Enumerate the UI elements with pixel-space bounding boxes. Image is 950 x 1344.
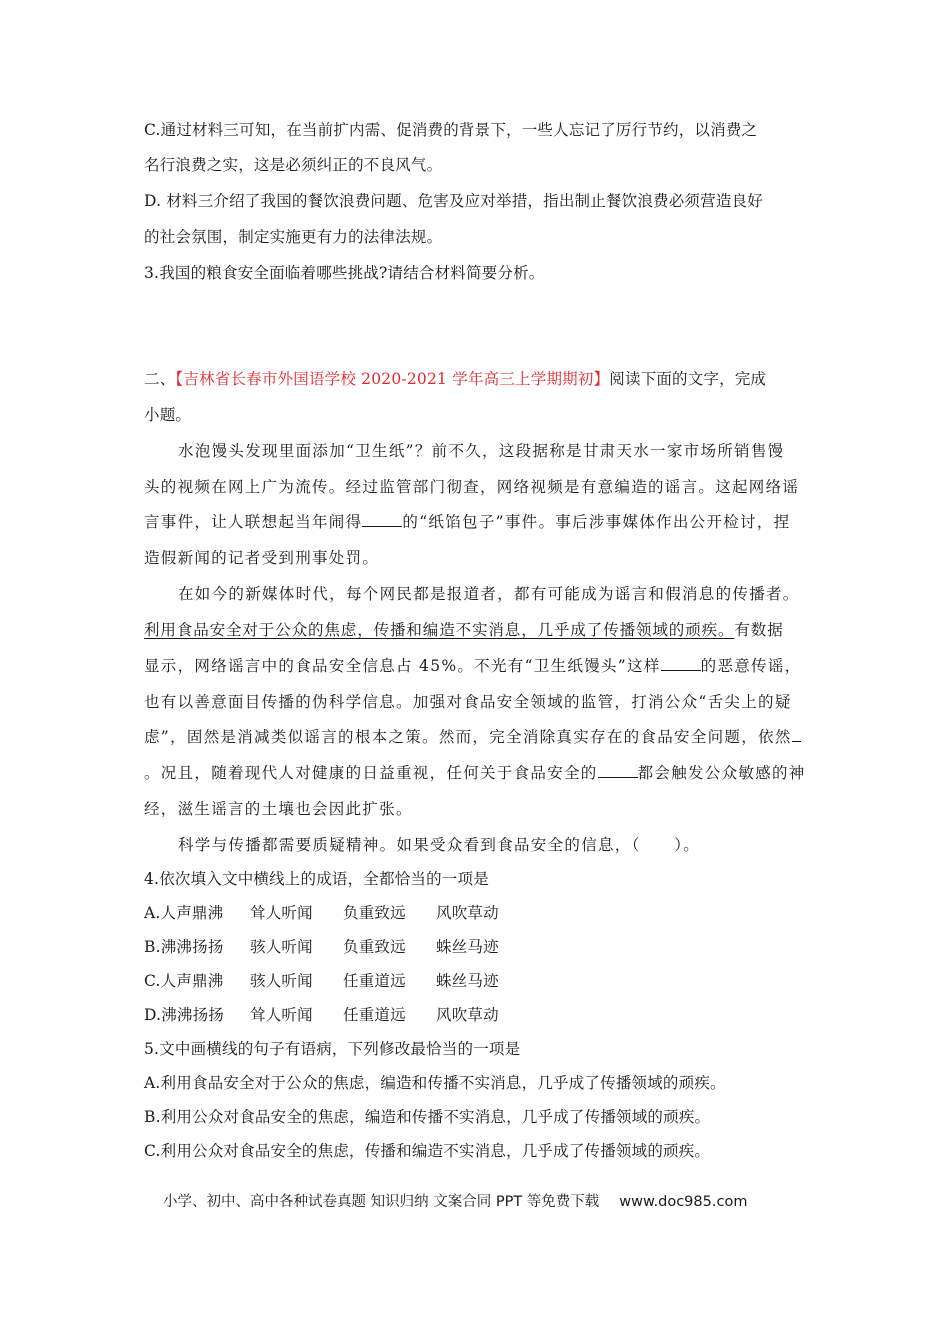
option-d-line2: 的社会氛围，制定实施更有力的法律法规。 [144, 228, 443, 246]
passage-p2-line3 [144, 656, 801, 676]
passage-p2-line5 [144, 727, 801, 747]
option-part: 蛛丝马迹 [436, 938, 499, 956]
option-part: 负重致远 [343, 904, 406, 922]
question-5-option-c: C.利用公众对食品安全的焦虑，传播和编造不实消息，几乎成了传播领域的顽疾。 [144, 1142, 711, 1160]
fill-blank-4 [598, 763, 638, 778]
option-c-line2: 名行浪费之实，这是必须纠正的不良风气。 [144, 156, 443, 174]
section2-instruction-line2: 小题。 [144, 406, 192, 424]
passage-text: 都会触发公众敏感的神 [637, 764, 806, 782]
option-part: 骇人听闻 [250, 972, 313, 990]
question-4-option-d [144, 1005, 499, 1025]
option-part: 风吹草动 [436, 1006, 499, 1024]
passage-text: 有数据 [734, 621, 784, 639]
question-4-option-c [144, 971, 499, 991]
question-5-option-a: A.利用食品安全对于公众的焦虑，编造和传播不实消息，几乎成了传播领域的顽疾。 [144, 1074, 726, 1092]
question-4-option-b [144, 937, 499, 957]
fill-blank-1 [362, 512, 402, 527]
option-part: 耸人听闻 [250, 1006, 313, 1024]
fill-blank-3 [792, 727, 801, 742]
passage-text: 的“纸馅包子”事件。事后涉事媒体作出公开检讨，捏 [402, 513, 791, 531]
passage-p2-line6 [144, 763, 806, 783]
passage-text: 言事件，让人联想起当年闹得 [144, 513, 363, 531]
passage-p3: 科学与传播都需要质疑精神。如果受众看到食品安全的信息，（ ）。 [178, 836, 701, 854]
option-part: C.人声鼎沸 [144, 972, 224, 990]
option-part: 风吹草动 [436, 904, 499, 922]
fill-blank-2 [661, 656, 701, 671]
question-5-stem: 5.文中画横线的句子有语病，下列修改最恰当的一项是 [144, 1040, 521, 1058]
passage-p1-line4: 造假新闻的记者受到刑事处罚。 [144, 549, 380, 567]
option-part: D.沸沸扬扬 [144, 1006, 225, 1024]
option-d-line1: D. 材料三介绍了我国的餐饮浪费问题、危害及应对举措，指出制止餐饮浪费必须营造良好 [144, 192, 763, 210]
section2-source: 【吉林省长春市外国语学校 2020-2021 学年高三上学期期初】 [175, 370, 610, 388]
option-part: A.人声鼎沸 [144, 904, 224, 922]
option-part: 耸人听闻 [250, 904, 313, 922]
option-part: 负重致远 [343, 938, 406, 956]
question-5-option-b: B.利用公众对食品安全的焦虑，编造和传播不实消息，几乎成了传播领域的顽疾。 [144, 1108, 711, 1126]
option-c-line1: C.通过材料三可知，在当前扩内需、促消费的背景下，一些人忘记了厉行节约，以消费之 [144, 121, 758, 139]
passage-text: 显示，网络谣言中的食品安全信息占 45%。不光有“卫生纸馒头”这样 [144, 657, 661, 675]
passage-p2-line7: 经，滋生谣言的土壤也会因此扩张。 [144, 800, 413, 818]
footer-site-link[interactable]: www.doc985.com [619, 1194, 748, 1210]
passage-p1-line1: 水泡馒头发现里面添加“卫生纸”？前不久，这段据称是甘肃天水一家市场所销售馒 [178, 442, 785, 460]
page-footer [163, 1192, 747, 1212]
passage-text: 。况且，随着现代人对健康的日益重视，任何关于食品安全的 [144, 764, 598, 782]
underlined-sentence: 利用食品安全对于公众的焦虑，传播和编造不实消息，几乎成了传播领域的顽疾。 [144, 621, 735, 639]
footer-text: 小学、初中、高中各种试卷真题 知识归纳 文案合同 PPT 等免费下载 [163, 1194, 600, 1210]
section2-heading [144, 369, 766, 389]
option-part: 蛛丝马迹 [436, 972, 499, 990]
question-4-option-a [144, 903, 499, 923]
question-4-stem: 4.依次填入文中横线上的成语，全都恰当的一项是 [144, 870, 489, 888]
option-part: 任重道远 [343, 1006, 406, 1024]
section2-instruction: 阅读下面的文字，完成 [609, 370, 767, 388]
passage-p2-line2 [144, 620, 784, 640]
passage-text: 虑”，固然是消减类似谣言的根本之策。然而，完全消除真实存在的食品安全问题，依然 [144, 728, 792, 746]
question-3: 3.我国的粮食安全面临着哪些挑战?请结合材料简要分析。 [144, 264, 545, 282]
passage-p2-line4: 也有以善意面目传播的伪科学信息。加强对食品安全领域的监管，打消公众“舌尖上的疑 [144, 693, 792, 711]
option-part: 任重道远 [343, 972, 406, 990]
passage-p1-line2: 头的视频在网上广为流传。经过监管部门彻查，网络视频是有意编造的谣言。这起网络谣 [144, 478, 800, 496]
option-part: 骇人听闻 [250, 938, 313, 956]
passage-p1-line3 [144, 512, 790, 532]
passage-text: 的恶意传谣， [700, 657, 802, 675]
option-part: B.沸沸扬扬 [144, 938, 224, 956]
passage-p2-line1: 在如今的新媒体时代，每个网民都是报道者，都有可能成为谣言和假消息的传播者。 [178, 585, 800, 603]
section2-number: 二、 [144, 370, 176, 388]
